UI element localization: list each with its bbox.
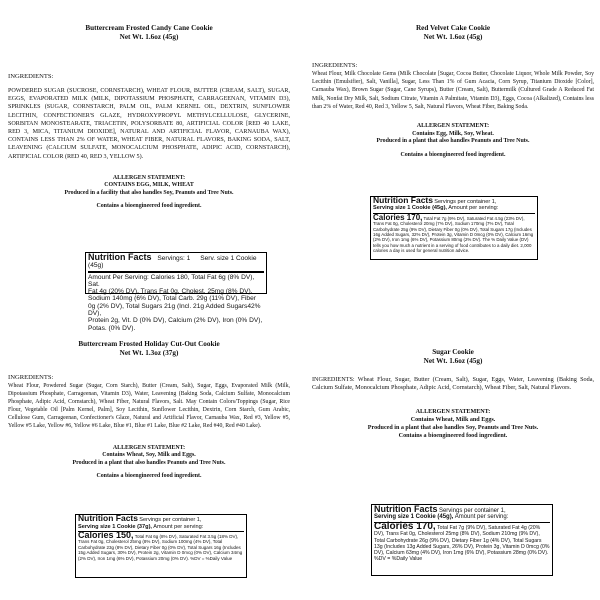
red-velvet-ingredients: Wheat Flour, Milk Chocolate Gems (Milk Chocolate [Sugar, Cocoa Butter, Chocolate Liquor, Whole Milk Powder, Soy Lecithin (Emulsifier), Salt, Vanilla], Sugar, Less Than 1% of Gum Acacia, Corn Syrup, Titanium Dioxide [Color], Carnauba Wax), Brown Sugar (Sugar, Cane Syrups), Butter (Cream, Salt), Buttermilk (Cultured Grade A Reduced Fat Milk, Nonfat Dry Milk, Salt, Sodium Citrate, Vitamin A Palmitate, Vitamin D3), Eggs, Cocoa (Alkalized), Contains less than 2% of Water, Red 40, Red 3, Yellow 5, Salt, Natural Flavors, Wheat Fiber, Baking Soda.: [312, 71, 594, 110]
sugar-cookie-title: Sugar Cookie: [432, 348, 474, 356]
nf-calories: Calories 170,: [374, 521, 436, 533]
allergen-contains: CONTAINS EGG, MILK, WHEAT: [104, 182, 194, 189]
nf-title: Nutrition Facts: [88, 252, 152, 262]
bioengineered-note: Contains a bioengineered food ingredient.: [398, 433, 508, 440]
nf-line-5: Protein 2g, Vit. D (0% DV), Calcium (2% DV), Iron (0% DV),: [88, 317, 263, 325]
nf-servings: Servings per container 1,: [438, 508, 506, 514]
holiday-cutout-label: [8, 340, 290, 510]
candy-cane-ingredients: POWDERED SUGAR (SUCROSE, CORNSTARCH), WHEAT FLOUR, BUTTER (CREAM, SALT), SUGAR, EGGS, EVAPORATED MILK (MILK, DIPOTASSIUM PHOSPHATE, CARRAGEENAN, VITAMIN D3), SPRINKLES (SUGAR, CORNSTARCH, PALM OIL, PALM KERNEL OIL, DEXTRIN, SUNFLOWER LECITHIN, CONFECTIONER'S GLAZE, HYDROXYPROPYL METHYLCELLULOSE, GLYCERINE, SORBITAN MONOSTEARATE, TRIACETIN, POLYSORBATE 80, ARTIFICIAL COLOR [RED 40 LAKE, RED 3, MICA, TITANIUM DIOXIDE], NATURAL AND ARTIFICIAL FLAVOR, CARNAUBA WAX), CONTAINS LESS THAN 2% OF WATER, WHEAT FIBER, NATURAL FLAVORS, BAKING SODA, SALT, LEAVENING (CALCIUM SULFATE, MONOCALCIUM PHOSPHATE, ADIPIC ACID, CORNSTARCH), ARTIFICIAL COLOR (RED 40, RED 3, YELLOW 5).: [8, 88, 290, 160]
nf-line-3: Sodium 140mg (6% DV), Total Carb. 29g (11% DV), Fiber: [88, 295, 256, 303]
holiday-cutout-weight: Net Wt. 1.3oz (37g): [119, 349, 179, 357]
allergen-contains: Contains Egg, Milk, Soy, Wheat.: [412, 130, 494, 137]
nf-serving-size: Serv. size 1 Cookie (45g): [88, 255, 257, 270]
holiday-cutout-allergen: [8, 445, 290, 481]
nf-body: Total Fat 7g (9% DV), Saturated Fat 4.5g (23% DV), Trans Fat 0g, Cholesterol 20mg (7% DV), Sodium 170mg (7% DV), Total Carbohydrate 25g (9% DV), Dietary Fiber 0g (0% DV), Total Sugars 17g (Includes 16g Added Sugars, 32% DV), Protein 3g, Vitamin D 0mcg (0% DV), Calcium 16mg (2% DV), Iron 1mg (6% DV), Potassium 80mg (2% DV). The % Daily Value (DV) tells you how much a nutrient in a serving of food contributes to a daily diet. 2,000 calories a day is used for general nutrition advice.: [373, 215, 534, 254]
sugar-cookie-weight: Net Wt. 1.6oz (45g): [423, 357, 483, 365]
holiday-cutout-ingredients-heading: INGREDIENTS:: [8, 374, 54, 381]
red-velvet-nutrition-facts: [370, 196, 538, 260]
sugar-cookie-nutrition-facts: [371, 504, 553, 576]
candy-cane-title: Buttercream Frosted Candy Cane Cookie: [85, 24, 213, 32]
nf-amount: Amount per serving:: [448, 205, 499, 212]
holiday-cutout-ingredients: Wheat Flour, Powdered Sugar (Sugar, Corn Starch), Butter (Cream, Salt), Sugar, Eggs, Evaporated Milk (Milk, Dipotassium Phosphate, Carrageenan, Vitamin D3), Water, Leavening (Baking Soda, Calcium Sulfate, Monocalcium Phosphate, Adipic Acid, Cornstarch), Wheat Fiber, Natural Flavors, Salt. May Contain Colors/Toppings (Sugar, Rice Flour, Vegetable Oil [Palm Kernel, Palm], Soy Lecithin, Sunflower Lecithin, Dextrin, Corn Starch, Gum Arabic, Cellulose Gum, Carrageenan, Confectioner's Glaze, Natural and Artificial Flavor, Carnauba Wax, Red #3, Yellow #5, Yellow #5 Lake, Yellow #6, Yellow #6 Lake, Blue #1, Blue #1 Lake, Blue #2 Lake, Red #40, Red #40 Lake).: [8, 383, 290, 430]
allergen-contains: Contains Wheat, Soy, Milk and Eggs.: [102, 452, 196, 459]
nf-title: Nutrition Facts: [374, 504, 438, 514]
nf-line-2: Fat 4g (20% DV), Trans Fat 0g, Cholest. 25mg (8% DV),: [88, 288, 253, 296]
allergen-facility: Produced in a plant that also handles Peanuts and Tree Nuts.: [376, 138, 530, 145]
nf-body: Total Fat 6g (8% DV), Saturated Fat 3.5g (18% DV), Trans Fat 0g, Cholesterol 25mg (8% DV), Sodium 100mg (4% DV), Total Carbohydrate 23g (8% DV), Dietary Fiber 0g (0% DV), Total Sugars 16g (Includes 15g Added Sugars, 30% DV), Protein 2g, Vitamin D 0mcg (0% DV), Calcium 34mg (2% DV), Iron 1mg (6% DV), Potassium 20mg (0% DV). %DV = %Daily Value: [78, 533, 243, 561]
red-velvet-title: Red Velvet Cake Cookie: [415, 24, 491, 32]
sugar-cookie-ingredients: INGREDIENTS: Wheat Flour, Sugar, Butter (Cream, Salt), Sugar, Eggs, Water, Leavening (Baking Soda, Calcium Sulfate, Monocalcium Phosphate, Adipic Acid, Cornstarch), Wheat Fiber, Salt, Natural Flavors.: [312, 376, 594, 392]
nf-calories: Calories 170,: [373, 212, 423, 222]
nf-line-4: 0g (2% DV), Total Sugars 21g (Incl. 21g Added Sugars42% DV),: [88, 302, 261, 318]
nf-title: Nutrition Facts: [78, 513, 138, 523]
nf-servings: Servings per container 1,: [139, 517, 202, 523]
nf-rule: [88, 271, 264, 273]
allergen-contains: Contains Wheat, Milk and Eggs.: [410, 417, 496, 424]
nf-line-6: Potas. (0% DV).: [88, 324, 136, 332]
allergen-facility: Produced in a plant that also handles Soy, Peanuts and Tree Nuts.: [367, 425, 539, 432]
red-velvet-allergen: [312, 123, 594, 159]
sugar-cookie-allergen: [312, 408, 594, 440]
nf-servings: Servings per container 1,: [434, 199, 497, 205]
bioengineered-note: Contains a bioengineered food ingredient.: [96, 473, 202, 480]
allergen-title: ALLERGEN STATEMENT:: [415, 409, 491, 416]
candy-cane-ingredients-heading: INGREDIENTS:: [8, 73, 54, 80]
nf-body: Total Fat 7g (9% DV), Saturated Fat 4g (20% DV), Trans Fat 0g, Cholesterol 25mg (8% DV), Sodium 210mg (9% DV), Total Carbohydrate 26g (9% DV), Dietary Fiber 1g (4% DV), Total Sugars 13g (Includes 13g Added Sugars, 26% DV), Protein 3g, Vitamin D 0mcg (0% DV), Calcium 63mg (4% DV), Iron 1mg (6% DV), Potassium 28mg (0% DV). %DV = %Daily Value: [374, 525, 550, 563]
red-velvet-weight: Net Wt. 1.6oz (45g): [423, 33, 483, 41]
nf-serving-size: Serving size 1 Cookie (45g),: [373, 205, 447, 212]
allergen-title: ALLERGEN STATEMENT:: [112, 174, 186, 181]
bioengineered-note: Contains a bioengineered food ingredient.: [400, 151, 506, 158]
nf-servings: Servings: 1: [157, 255, 191, 262]
sugar-cookie-label: [312, 348, 594, 480]
nf-amount: Amount per serving:: [153, 523, 204, 530]
allergen-title: ALLERGEN STATEMENT:: [112, 444, 186, 451]
red-velvet-ingredients-heading: INGREDIENTS:: [312, 62, 358, 69]
holiday-cutout-title: Buttercream Frosted Holiday Cut-Out Cookie: [78, 340, 220, 348]
allergen-facility: Produced in a plant that also handles Peanuts and Tree Nuts.: [72, 459, 226, 466]
candy-cane-allergen: [8, 175, 290, 211]
nf-line-1: Amount Per Serving: Calories 180, Total Fat 6g (8% DV), Sat.: [88, 273, 255, 288]
nf-serving-size: Serving size 1 Cookie (37g),: [78, 523, 152, 530]
nf-calories: Calories 150,: [78, 529, 134, 540]
candy-cane-weight: Net Wt. 1.6oz (45g): [119, 33, 179, 41]
allergen-facility: Produced in a facility that also handles Soy, Peanuts and Tree Nuts.: [64, 189, 234, 196]
nf-amount: Amount per serving:: [454, 514, 509, 521]
nf-title: Nutrition Facts: [373, 195, 433, 205]
candy-cane-nutrition-facts: [85, 252, 267, 332]
bioengineered-note: Contains a bioengineered food ingredient.: [96, 203, 202, 210]
nf-serving-size: Serving size 1 Cookie (45g),: [374, 514, 454, 521]
allergen-title: ALLERGEN STATEMENT:: [416, 123, 490, 130]
holiday-cutout-nutrition-facts: [75, 514, 247, 578]
